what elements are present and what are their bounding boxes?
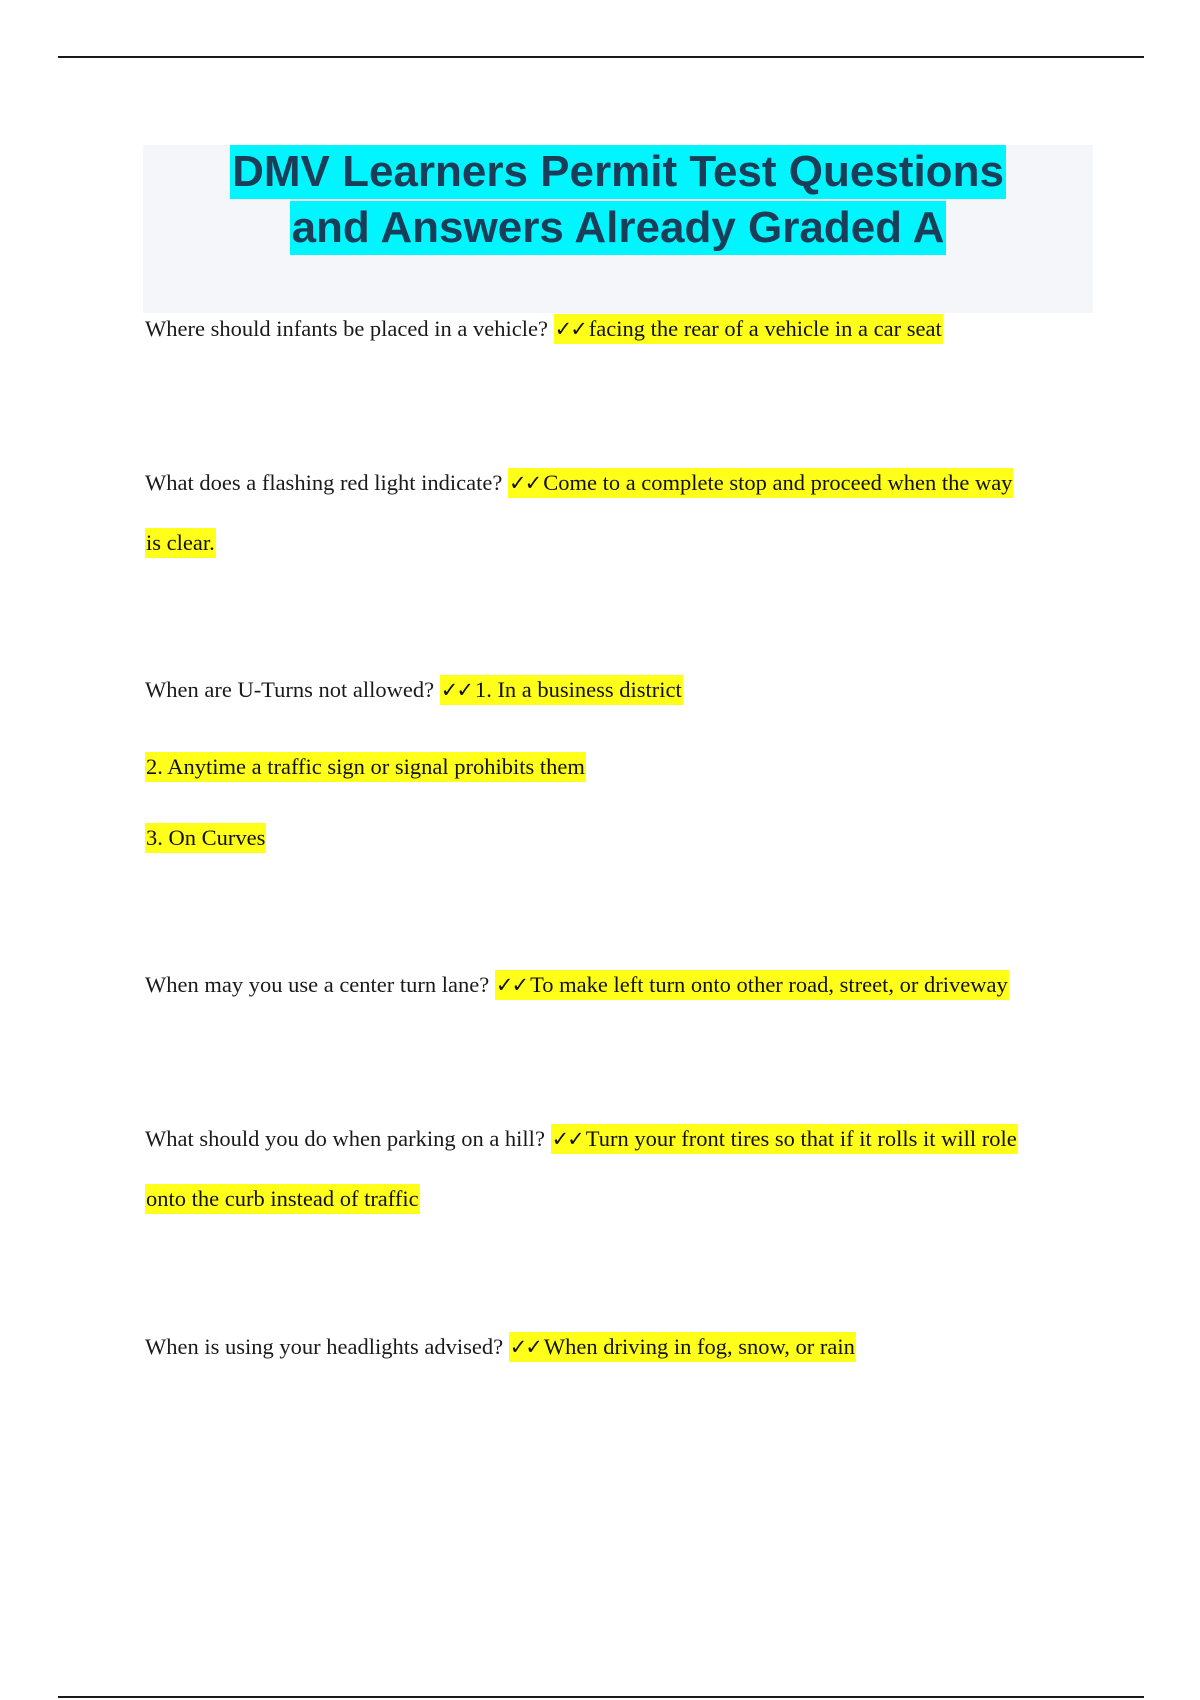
answer-text: 2. Anytime a traffic sign or signal prohibits them xyxy=(145,752,586,782)
qa-item-1 xyxy=(145,314,943,344)
answer-text: When driving in fog, snow, or rain xyxy=(543,1334,855,1359)
question-text: What does a flashing red light indicate? xyxy=(145,470,503,495)
question-text: When may you use a center turn lane? xyxy=(145,972,490,997)
answer-highlight xyxy=(509,1332,856,1362)
double-check-icon: ✓✓ xyxy=(551,1127,583,1151)
answer-list-item xyxy=(145,752,586,782)
answer-highlight xyxy=(554,314,943,344)
question-text: When is using your headlights advised? xyxy=(145,1334,504,1359)
answer-text: 1. In a business district xyxy=(474,677,682,702)
qa-item-2 xyxy=(145,468,1013,498)
answer-text: facing the rear of a vehicle in a car seat xyxy=(588,316,942,341)
answer-highlight xyxy=(440,675,683,705)
qa-item-3 xyxy=(145,675,683,705)
answer-text: Turn your front tires so that if it rolls it will role xyxy=(585,1126,1017,1151)
qa-item-4 xyxy=(145,970,1009,1000)
double-check-icon: ✓✓ xyxy=(509,471,541,495)
title-block xyxy=(143,145,1093,313)
question-text: Where should infants be placed in a vehicle? xyxy=(145,316,548,341)
document-title-line-2: and Answers Already Graded A xyxy=(290,201,947,255)
answer-text: is clear. xyxy=(145,528,216,558)
double-check-icon: ✓✓ xyxy=(495,973,528,997)
question-text: When are U-Turns not allowed? xyxy=(145,677,435,702)
answer-text: To make left turn onto other road, street, or driveway xyxy=(530,972,1008,997)
document-title-line-1: DMV Learners Permit Test Questions xyxy=(230,145,1006,199)
answer-list-item xyxy=(145,823,266,853)
bottom-rule xyxy=(58,1696,1144,1698)
question-text: What should you do when parking on a hill? xyxy=(145,1126,545,1151)
double-check-icon: ✓✓ xyxy=(509,1335,541,1359)
answer-highlight xyxy=(551,1124,1018,1154)
answer-continuation xyxy=(145,528,216,558)
answer-highlight xyxy=(508,468,1013,498)
answer-highlight xyxy=(495,970,1009,1000)
qa-item-6 xyxy=(145,1332,856,1362)
double-check-icon: ✓✓ xyxy=(440,678,472,702)
answer-text: 3. On Curves xyxy=(145,823,266,853)
qa-item-5 xyxy=(145,1124,1018,1154)
answer-text: Come to a complete stop and proceed when the way xyxy=(543,470,1013,495)
double-check-icon: ✓✓ xyxy=(554,317,586,341)
answer-text: onto the curb instead of traffic xyxy=(145,1184,420,1214)
top-rule xyxy=(58,56,1144,58)
answer-continuation xyxy=(145,1184,420,1214)
